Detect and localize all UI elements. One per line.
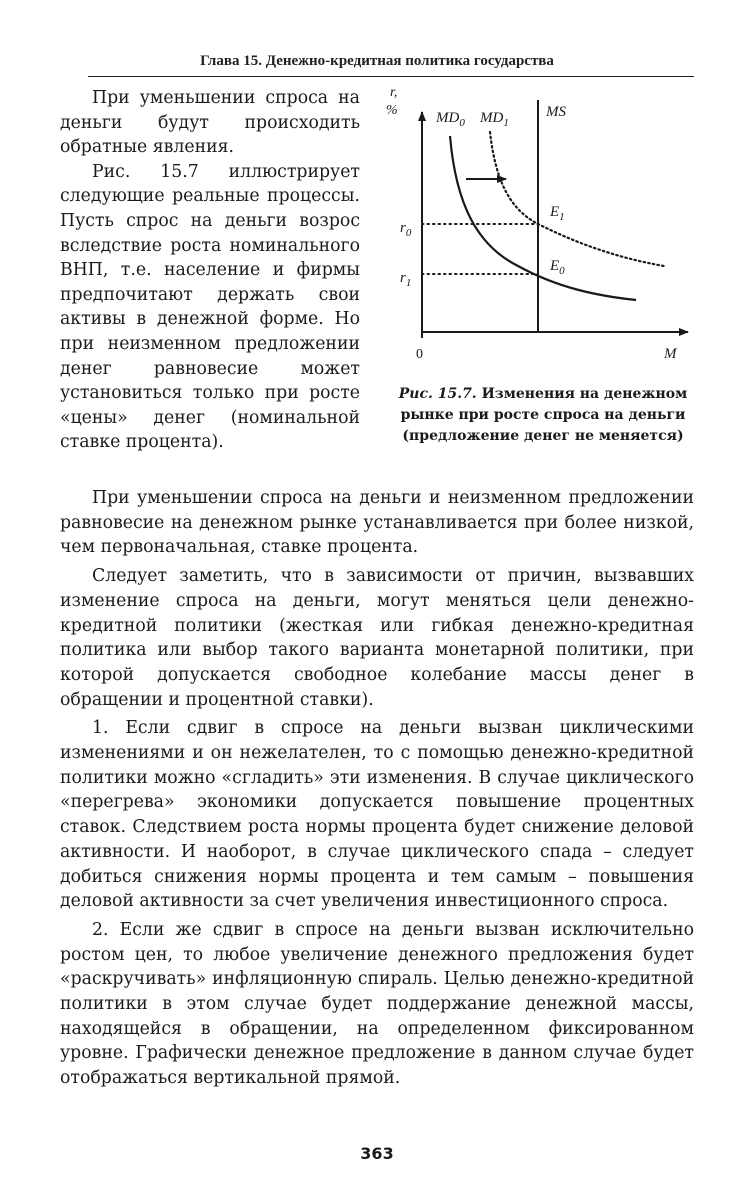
md1-curve <box>490 132 664 266</box>
r0-label: $r_0$ <box>400 220 412 239</box>
page-number: 363 <box>360 1144 394 1163</box>
figure-number: Рис. 15.7. <box>398 386 477 402</box>
md0-label: $MD_0$ <box>436 110 465 129</box>
money-market-figure <box>378 86 708 378</box>
money-market-diagram <box>378 86 708 378</box>
x-axis-label: M <box>664 346 677 362</box>
left-column <box>60 86 360 455</box>
y-axis-label: r, <box>390 86 398 100</box>
figure-caption-text: Изменения на денежном рынке при росте спроса на деньги (предложение денег не меняется) <box>400 386 688 444</box>
paragraph: 2. Если же сдвиг в спросе на деньги вызван исключительно ростом цен, то любое увеличение денежного предложения будет «раскручивать» инфляционную спираль. Целью денежно-кредитной политики в этом случае будет поддержание денежной массы, находящейся в обращении, на определенном фиксированном уровне. Графически денежное предложение в данном случае будет отображаться вертикальной прямой. <box>60 919 694 1089</box>
running-header: Глава 15. Денежно-кредитная политика государства <box>200 53 554 69</box>
paragraph: Следует заметить, что в зависимости от причин, вызвавших изменение спроса на деньги, могут меняться цели денежно-кредитной политики (жесткая или гибкая денежно-кредитная политика или выбор такого варианта монетарной политики, при которой допускается свободное колебание массы денег в обращении и процентной ставки). <box>60 566 694 710</box>
paragraph: 1. Если сдвиг в спросе на деньги вызван циклическими изменениями и он нежелателен, то с помощью денежно-кредитной политики можно «сгладить» эти изменения. В случае циклического «перегрева» экономики допускается повышение процентных ставок. Следствием роста нормы процента будет снижение деловой активности. И наоборот, в случае циклического спада – следует добиться снижения нормы процента и тем самым – повышения деловой активности за счет увеличения инвестиционного спроса. <box>60 718 694 912</box>
origin-label: 0 <box>416 347 423 362</box>
y-axis-unit: % <box>386 103 398 118</box>
e0-label: $E_0$ <box>550 258 565 277</box>
figure-caption <box>378 384 708 447</box>
ms-label: MS <box>546 104 566 120</box>
md1-label: $MD_1$ <box>480 110 509 129</box>
header-rule <box>88 76 694 77</box>
md0-curve <box>450 136 636 300</box>
paragraph: Рис. 15.7 иллюстрирует следующие реальные процессы. Пусть спрос на деньги возрос вследствие роста номинального ВНП, т.е. население и фирмы предпочитают держать свои активы в денежной форме. Но при неизменном предложении денег равновесие может установиться только при росте «цены» денег (номинальной ставке процента). <box>60 161 360 453</box>
r1-label: $r_1$ <box>400 270 412 289</box>
e1-label: $E_1$ <box>550 204 565 223</box>
main-text <box>60 486 694 1091</box>
paragraph: При уменьшении спроса на деньги будут происходить обратные явления. <box>60 88 360 158</box>
paragraph: При уменьшении спроса на деньги и неизменном предложении равновесие на денежном рынке устанавливается при более низкой, чем первоначальная, ставке процента. <box>60 488 694 558</box>
